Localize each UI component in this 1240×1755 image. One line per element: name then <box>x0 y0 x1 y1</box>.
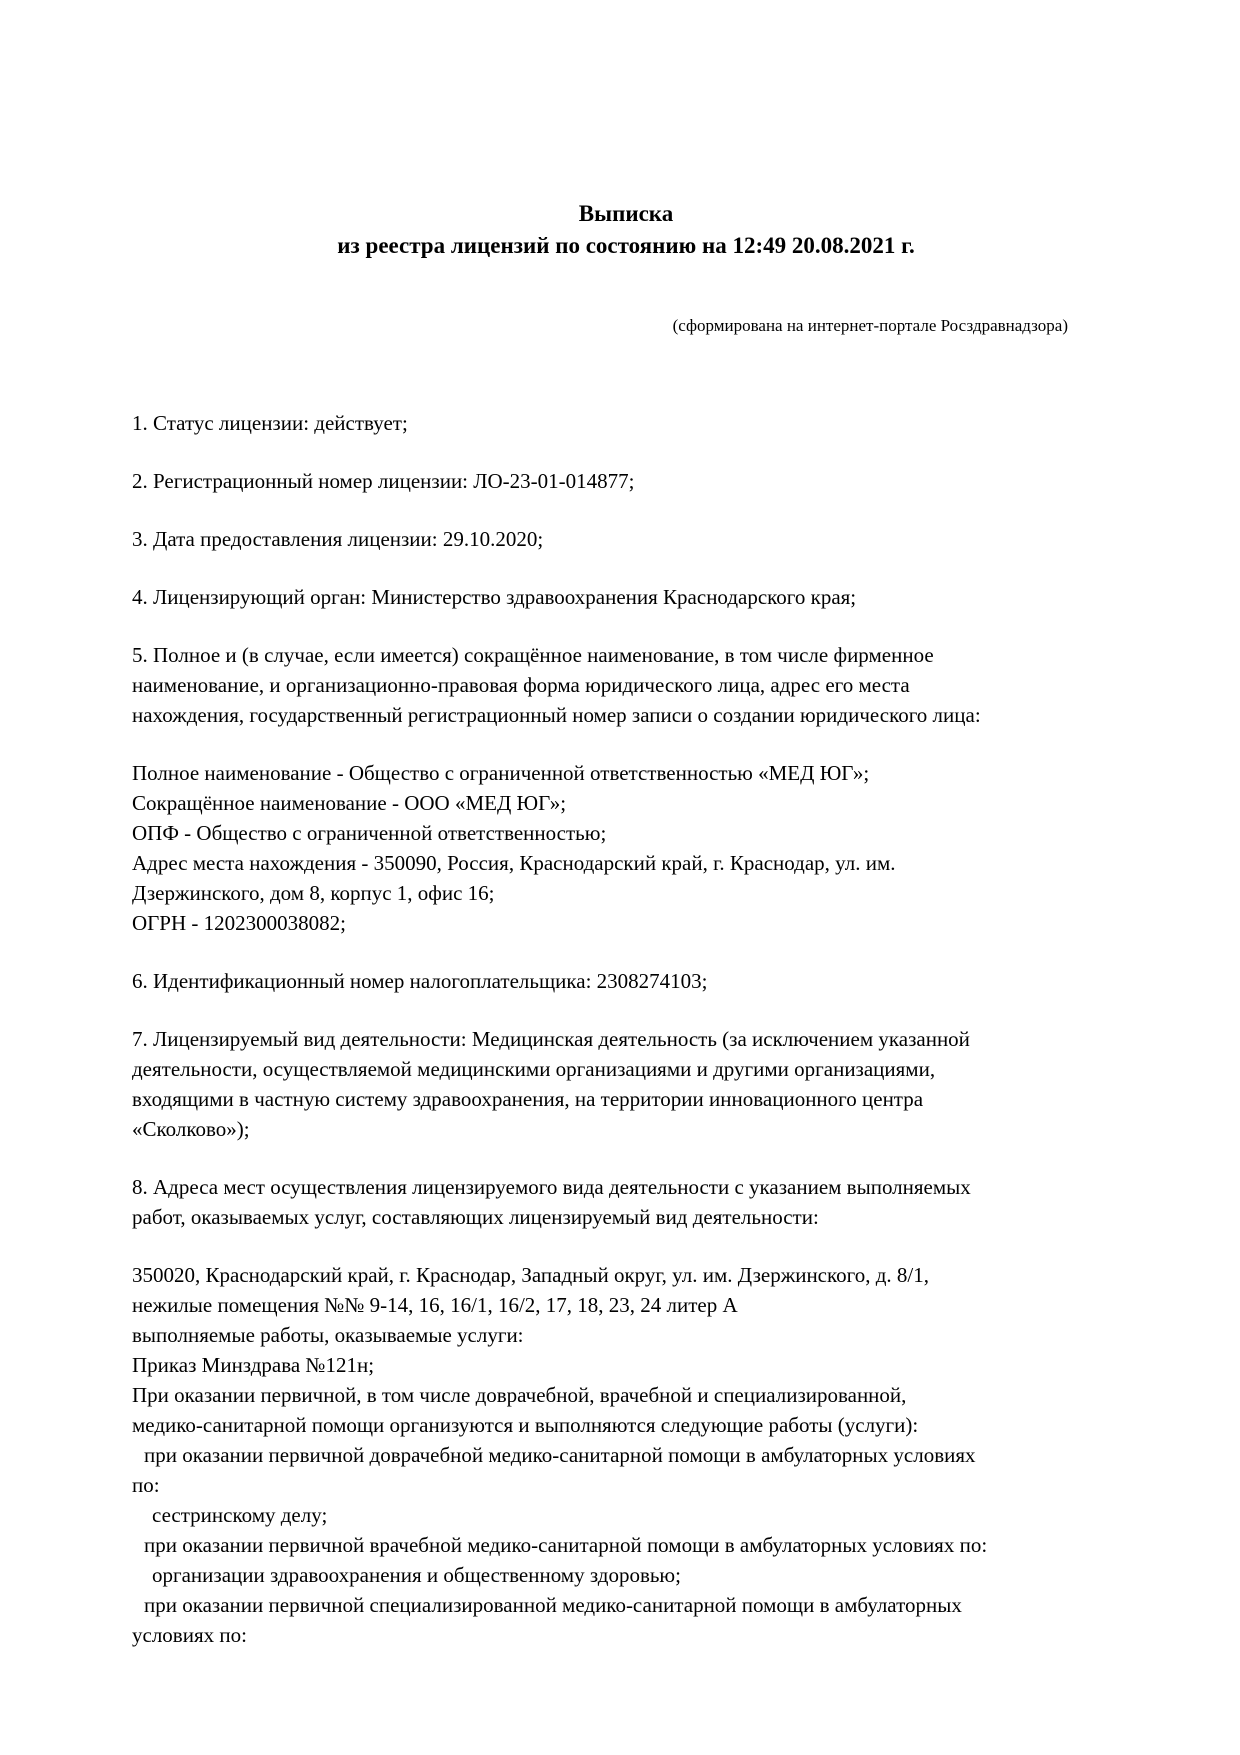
text-line: сестринскому делу; <box>152 1503 328 1527</box>
text-line: 2. Регистрационный номер лицензии: ЛО-23-01-014877; <box>132 469 635 493</box>
text-line: выполняемые работы, оказываемые услуги: <box>132 1323 524 1347</box>
item-2-registration-number <box>132 466 1120 496</box>
item-1-license-status <box>132 408 1120 438</box>
text-line: нежилые помещения №№ 9-14, 16, 16/1, 16/2, 17, 18, 23, 24 литер А <box>132 1293 738 1317</box>
text-line: 3. Дата предоставления лицензии: 29.10.2020; <box>132 527 544 551</box>
text-line: входящими в частную систему здравоохранения, на территории инновационного центра <box>132 1087 924 1111</box>
item-8-activity-addresses-heading <box>132 1172 1120 1232</box>
text-line: 8. Адреса мест осуществления лицензируемого вида деятельности с указанием выполняемых <box>132 1175 971 1199</box>
text-line: 350020, Краснодарский край, г. Краснодар, Западный округ, ул. им. Дзержинского, д. 8/1, <box>132 1263 929 1287</box>
organization-details <box>132 758 1120 938</box>
text-line: 6. Идентификационный номер налогоплательщика: 2308274103; <box>132 969 708 993</box>
text-line: Приказ Минздрава №121н; <box>132 1353 375 1377</box>
document-title-line-1: Выписка <box>578 201 674 226</box>
text-line: нахождения, государственный регистрационный номер записи о создании юридического лица: <box>132 703 981 727</box>
text-line: деятельности, осуществляемой медицинскими организациями и другими организациями, <box>132 1057 936 1081</box>
text-line: при оказании первичной специализированной медико-санитарной помощи в амбулаторных <box>144 1593 962 1617</box>
item-5-organization-name-heading <box>132 640 1120 730</box>
item-4-licensing-authority <box>132 582 1120 612</box>
text-line: условиях по: <box>132 1623 247 1647</box>
document-title-line-2: из реестра лицензий по состоянию на 12:49 20.08.2021 г. <box>337 233 915 258</box>
text-line: 4. Лицензирующий орган: Министерство здравоохранения Краснодарского края; <box>132 585 857 609</box>
document-subtitle: (сформирована на интернет-портале Росздравнадзора) <box>672 316 1068 335</box>
text-line: Адрес места нахождения - 350090, Россия, Краснодарский край, г. Краснодар, ул. им. <box>132 851 896 875</box>
text-line: наименование, и организационно-правовая форма юридического лица, адрес его места <box>132 673 910 697</box>
text-line: медико-санитарной помощи организуются и выполняются следующие работы (услуги): <box>132 1413 919 1437</box>
text-line: ОГРН - 1202300038082; <box>132 911 346 935</box>
text-line: работ, оказываемых услуг, составляющих лицензируемый вид деятельности: <box>132 1205 819 1229</box>
text-line: ОПФ - Общество с ограниченной ответственностью; <box>132 821 607 845</box>
text-line: по: <box>132 1473 160 1497</box>
text-line: при оказании первичной врачебной медико-санитарной помощи в амбулаторных условиях по: <box>144 1533 988 1557</box>
text-line: Полное наименование - Общество с ограниченной ответственностью «МЕД ЮГ»; <box>132 761 870 785</box>
text-line: 1. Статус лицензии: действует; <box>132 411 408 435</box>
document-body <box>132 408 1120 1650</box>
item-6-taxpayer-number <box>132 966 1120 996</box>
text-line: Сокращённое наименование - ООО «МЕД ЮГ»; <box>132 791 567 815</box>
text-line: При оказании первичной, в том числе доврачебной, врачебной и специализированной, <box>132 1383 907 1407</box>
text-line: при оказании первичной доврачебной медико-санитарной помощи в амбулаторных условиях <box>144 1443 976 1467</box>
activity-address-and-services <box>132 1260 1120 1650</box>
text-line: 7. Лицензируемый вид деятельности: Медицинская деятельность (за исключением указанной <box>132 1027 970 1051</box>
text-line: Дзержинского, дом 8, корпус 1, офис 16; <box>132 881 495 905</box>
text-line: «Сколково»); <box>132 1117 250 1141</box>
item-3-license-date <box>132 524 1120 554</box>
text-line: организации здравоохранения и общественному здоровью; <box>152 1563 681 1587</box>
item-7-licensed-activity <box>132 1024 1120 1144</box>
text-line: 5. Полное и (в случае, если имеется) сокращённое наименование, в том числе фирменное <box>132 643 934 667</box>
document-title <box>132 198 1120 262</box>
